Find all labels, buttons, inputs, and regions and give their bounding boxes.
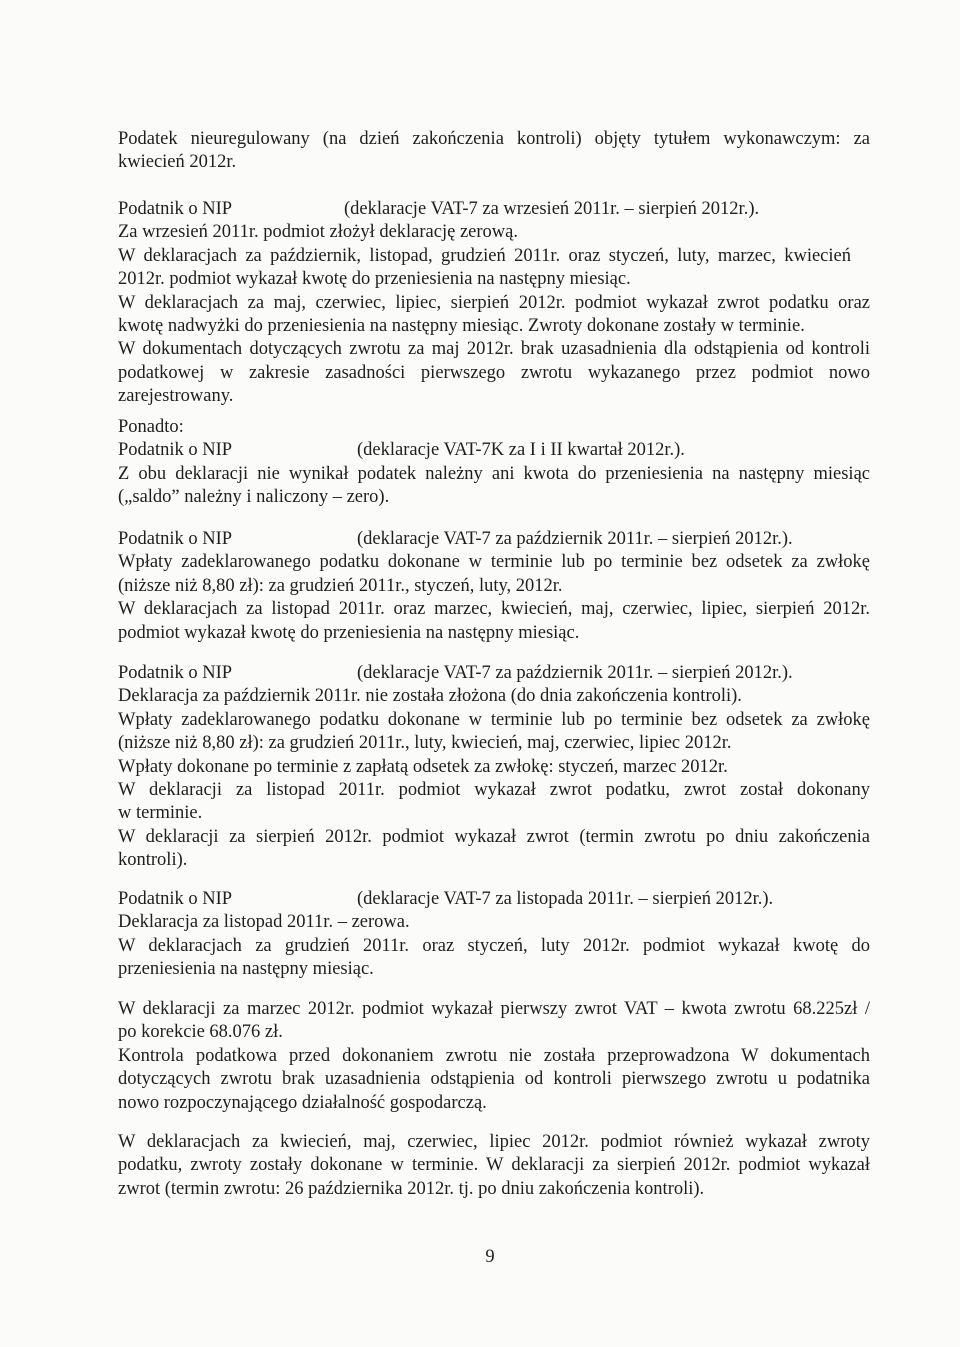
text-line: Z obu deklaracji nie wynikał podatek należny ani kwota do przeniesienia na następny miesiąc <box>118 463 870 484</box>
text-line: (niższe niż 8,80 zł): za grudzień 2011r., styczeń, luty, 2012r. <box>118 575 563 596</box>
nip-label: Podatnik o NIP <box>118 440 233 461</box>
text-line: po korekcie 68.076 zł. <box>118 1022 283 1043</box>
taxpayer-section-3 <box>118 528 870 645</box>
text-line: Wpłaty dokonane po terminie z zapłatą odsetek za zwłokę: styczeń, marzec 2012r. <box>118 756 728 777</box>
text-line: w terminie. <box>118 803 203 824</box>
page-number: 9 <box>485 1247 495 1267</box>
text-line: (niższe niż 8,80 zł): za grudzień 2011r., luty, kwiecień, maj, czerwiec, lipiec 2012r. <box>118 733 732 754</box>
taxpayer-section-2 <box>118 416 870 510</box>
text-line: W deklaracjach za kwiecień, maj, czerwiec, lipiec 2012r. podmiot również wykazał zwroty <box>118 1132 870 1152</box>
paragraph-first-refund <box>118 998 870 1115</box>
nip-label: Podatnik o NIP <box>118 199 233 219</box>
text-line: kontroli). <box>118 850 188 871</box>
text-line: („saldo” należny i naliczony – zero). <box>118 487 390 508</box>
taxpayer-section-1 <box>118 198 870 409</box>
paragraph-unsettled-tax <box>118 128 870 175</box>
text-line: 2012r. podmiot wykazał kwotę do przeniesienia na następny miesiąc. <box>118 269 631 290</box>
text-line: podatkowej w zakresie zasadności pierwszego zwrotu wykazanego przez podmiot nowo <box>118 362 870 383</box>
text-line: Za wrzesień 2011r. podmiot złożył deklarację zerową. <box>118 222 518 243</box>
text-line: W deklaracji za listopad 2011r. podmiot wykazał zwrot podatku, zwrot został dokonany <box>118 779 870 800</box>
nip-label: Podatnik o NIP <box>118 529 233 549</box>
taxpayer-nip-line <box>118 888 870 911</box>
text-line: dotyczących zwrotu brak uzasadnienia odstąpienia od kontroli pierwszego zwrotu u podatnika <box>118 1069 870 1090</box>
text-line: W deklaracjach za grudzień 2011r. oraz styczeń, luty 2012r. podmiot wykazał kwotę do <box>118 935 870 956</box>
taxpayer-nip-line <box>118 528 870 551</box>
declarations-range: (deklaracje VAT-7 za wrzesień 2011r. – sierpień 2012r.). <box>344 199 760 219</box>
text-line: podatku, zwroty zostały dokonane w terminie. W deklaracji za sierpień 2012r. podmiot wykazał <box>118 1155 870 1176</box>
text-line: W deklaracjach za październik, listopad, grudzień 2011r. oraz styczeń, luty, marzec, kwiecień <box>118 245 851 266</box>
nip-label: Podatnik o NIP <box>118 663 233 683</box>
text-line: zarejestrowany. <box>118 386 234 407</box>
text-line: W deklaracji za marzec 2012r. podmiot wykazał pierwszy zwrot VAT – kwota zwrotu 68.225zł / <box>118 999 870 1019</box>
text-line: Wpłaty zadeklarowanego podatku dokonane w terminie lub po terminie bez odsetek za zwłokę <box>118 709 870 730</box>
text-line: Podatek nieuregulowany (na dzień zakończenia kontroli) objęty tytułem wykonawczym: za <box>118 129 870 149</box>
text-line: przeniesienia na następny miesiąc. <box>118 959 374 980</box>
text-line: Kontrola podatkowa przed dokonaniem zwrotu nie została przeprowadzona W dokumentach <box>118 1045 870 1066</box>
declarations-range: (deklaracje VAT-7 za listopada 2011r. – sierpień 2012r.). <box>357 889 774 909</box>
text-line: podmiot wykazał kwotę do przeniesienia na następny miesiąc. <box>118 622 580 643</box>
taxpayer-section-4 <box>118 662 870 873</box>
nip-label: Podatnik o NIP <box>118 889 233 909</box>
text-line: Deklaracja za listopad 2011r. – zerowa. <box>118 912 410 933</box>
text-line: zwrot (termin zwrotu: 26 października 2012r. tj. po dniu zakończenia kontroli). <box>118 1178 705 1199</box>
text-line: Deklaracja za październik 2011r. nie została złożona (do dnia zakończenia kontroli). <box>118 686 742 707</box>
text-line: W deklaracjach za listopad 2011r. oraz marzec, kwiecień, maj, czerwiec, lipiec, sierpień 2012r. <box>118 599 870 620</box>
text-line: kwiecień 2012r. <box>118 152 237 173</box>
declarations-range: (deklaracje VAT-7K za I i II kwartał 2012r.). <box>357 440 685 461</box>
declarations-range: (deklaracje VAT-7 za październik 2011r. – sierpień 2012r.). <box>357 663 793 683</box>
declarations-range: (deklaracje VAT-7 za październik 2011r. – sierpień 2012r.). <box>357 529 793 549</box>
text-line: nowo rozpoczynającego działalność gospodarczą. <box>118 1092 487 1113</box>
paragraph-further-refunds <box>118 1131 870 1201</box>
taxpayer-nip-line <box>118 439 870 462</box>
text-line: W dokumentach dotyczących zwrotu za maj 2012r. brak uzasadnienia dla odstąpienia od kontroli <box>118 339 870 360</box>
text-line: W deklaracji za sierpień 2012r. podmiot wykazał zwrot (termin zwrotu po dniu zakończenia <box>118 826 870 847</box>
taxpayer-nip-line <box>118 198 870 221</box>
text-line: Wpłaty zadeklarowanego podatku dokonane w terminie lub po terminie bez odsetek za zwłokę <box>118 552 870 573</box>
section-intro: Ponadto: <box>118 417 184 437</box>
text-line: W deklaracjach za maj, czerwiec, lipiec, sierpień 2012r. podmiot wykazał zwrot podatku oraz <box>118 292 870 313</box>
taxpayer-nip-line <box>118 662 870 685</box>
text-line: kwotę nadwyżki do przeniesienia na następny miesiąc. Zwroty dokonane zostały w terminie. <box>118 315 805 336</box>
taxpayer-section-5 <box>118 888 870 982</box>
